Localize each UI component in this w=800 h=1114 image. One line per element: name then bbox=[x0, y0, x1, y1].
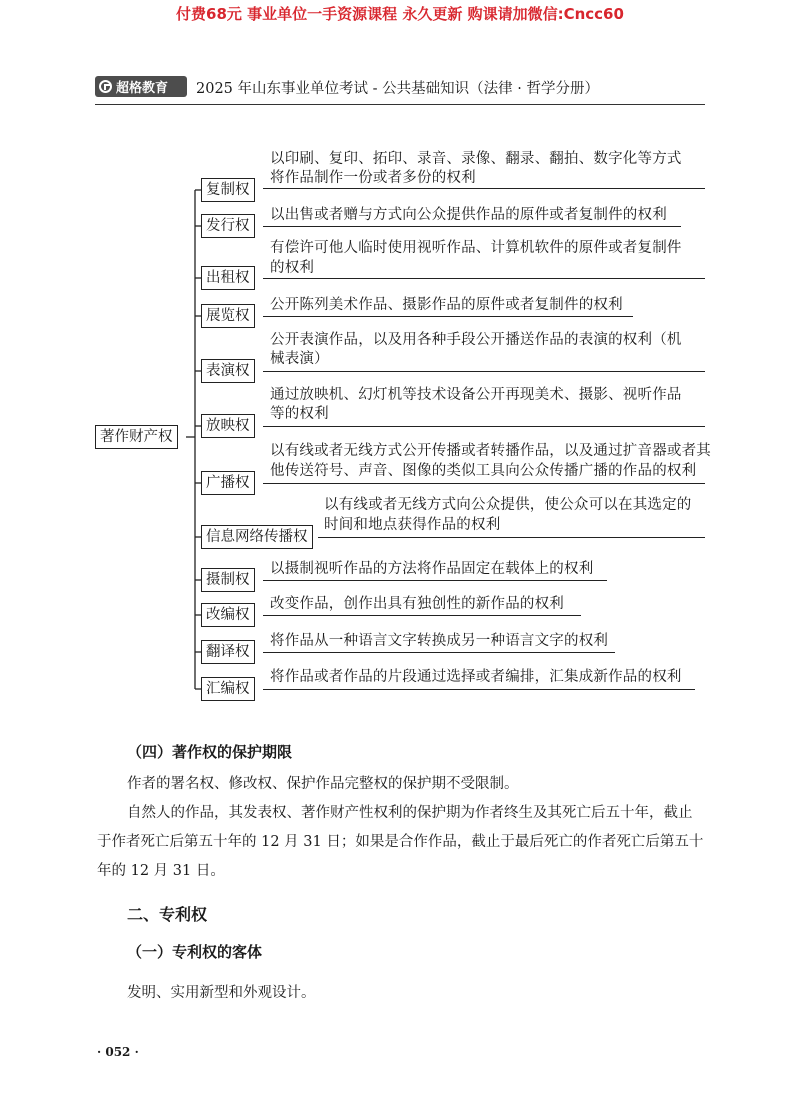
running-header-title: 2025 年山东事业单位考试 - 公共基础知识（法律 · 哲学分册） bbox=[196, 81, 599, 97]
node-network-dissemination-right: 信息网络传播权 bbox=[201, 525, 313, 549]
section-heading-patent: 二、专利权 bbox=[127, 905, 208, 924]
paragraph-line: 于作者死亡后第五十年的 12 月 31 日；如果是合作作品，截止于最后死亡的作者死亡后第五十 bbox=[97, 834, 704, 850]
node-desc-line: 以摄制视听作品的方法将作品固定在载体上的权利 bbox=[270, 561, 594, 577]
node-underline bbox=[263, 278, 705, 279]
node-desc-line: 改变作品，创作出具有独创性的新作品的权利 bbox=[270, 596, 564, 612]
node-desc-line: 以出售或者赠与方式向公众提供作品的原件或者复制件的权利 bbox=[270, 207, 667, 223]
subsection-heading-patent-object: （一）专利权的客体 bbox=[127, 943, 263, 961]
node-desc-line: 将作品制作一份或者多份的权利 bbox=[270, 170, 476, 186]
node-desc-line: 通过放映机、幻灯机等技术设备公开再现美术、摄影、视听作品 bbox=[270, 387, 682, 403]
node-copy-right: 复制权 bbox=[201, 178, 255, 202]
node-broadcast-right: 广播权 bbox=[201, 471, 255, 495]
node-desc-line: 将作品或者作品的片段通过选择或者编排，汇集成新作品的权利 bbox=[270, 669, 682, 685]
node-desc-line: 械表演） bbox=[270, 351, 329, 367]
paragraph-line: 自然人的作品，其发表权、著作财产性权利的保护期为作者终生及其死亡后五十年，截止 bbox=[127, 805, 693, 821]
node-desc-line: 以有线或者无线方式向公众提供，使公众可以在其选定的 bbox=[324, 497, 692, 513]
node-desc-line: 的权利 bbox=[270, 260, 315, 276]
node-underline bbox=[263, 652, 615, 653]
node-underline bbox=[263, 426, 705, 427]
node-desc-line: 有偿许可他人临时使用视听作品、计算机软件的原件或者复制件 bbox=[270, 240, 682, 256]
node-underline bbox=[263, 615, 581, 616]
node-desc-line: 将作品从一种语言文字转换成另一种语言文字的权利 bbox=[270, 633, 609, 649]
logo-text: 超格教育 bbox=[116, 81, 169, 96]
node-underline bbox=[263, 371, 705, 372]
node-compilation-right: 汇编权 bbox=[201, 677, 255, 701]
paragraph-line: 年的 12 月 31 日。 bbox=[97, 863, 225, 879]
node-filming-right: 摄制权 bbox=[201, 568, 255, 592]
node-translation-right: 翻译权 bbox=[201, 640, 255, 664]
node-underline bbox=[263, 226, 681, 227]
node-underline bbox=[263, 188, 705, 189]
node-desc-line: 以印刷、复印、拓印、录音、录像、翻录、翻拍、数字化等方式 bbox=[270, 151, 682, 167]
node-exhibition-right: 展览权 bbox=[201, 304, 255, 328]
node-performance-right: 表演权 bbox=[201, 359, 255, 383]
promo-banner: 付费68元 事业单位一手资源课程 永久更新 购课请加微信:Cncc60 bbox=[176, 5, 624, 23]
node-underline bbox=[263, 316, 633, 317]
paragraph: 作者的署名权、修改权、保护作品完整权的保护期不受限制。 bbox=[127, 776, 519, 792]
node-desc-line: 时间和地点获得作品的权利 bbox=[324, 517, 501, 533]
node-distribution-right: 发行权 bbox=[201, 214, 255, 238]
paragraph: 发明、实用新型和外观设计。 bbox=[127, 985, 316, 1001]
node-underline bbox=[263, 483, 705, 484]
node-desc-line: 公开陈列美术作品、摄影作品的原件或者复制件的权利 bbox=[270, 297, 623, 313]
node-underline bbox=[318, 537, 705, 538]
section-heading-protection-period: （四）著作权的保护期限 bbox=[127, 743, 293, 761]
node-underline bbox=[263, 580, 607, 581]
page-number: · 052 · bbox=[97, 1045, 139, 1059]
root-node: 著作财产权 bbox=[95, 425, 178, 449]
node-adaptation-right: 改编权 bbox=[201, 603, 255, 627]
node-screening-right: 放映权 bbox=[201, 414, 255, 438]
node-desc-line: 他传送符号、声音、图像的类似工具向公众传播广播的作品的权利 bbox=[270, 463, 697, 479]
node-rental-right: 出租权 bbox=[201, 266, 255, 290]
node-desc-line: 公开表演作品，以及用各种手段公开播送作品的表演的权利（机 bbox=[270, 332, 682, 348]
node-desc-line: 以有线或者无线方式公开传播或者转播作品，以及通过扩音器或者其 bbox=[270, 443, 711, 459]
node-desc-line: 等的权利 bbox=[270, 406, 329, 422]
node-underline bbox=[263, 689, 695, 690]
